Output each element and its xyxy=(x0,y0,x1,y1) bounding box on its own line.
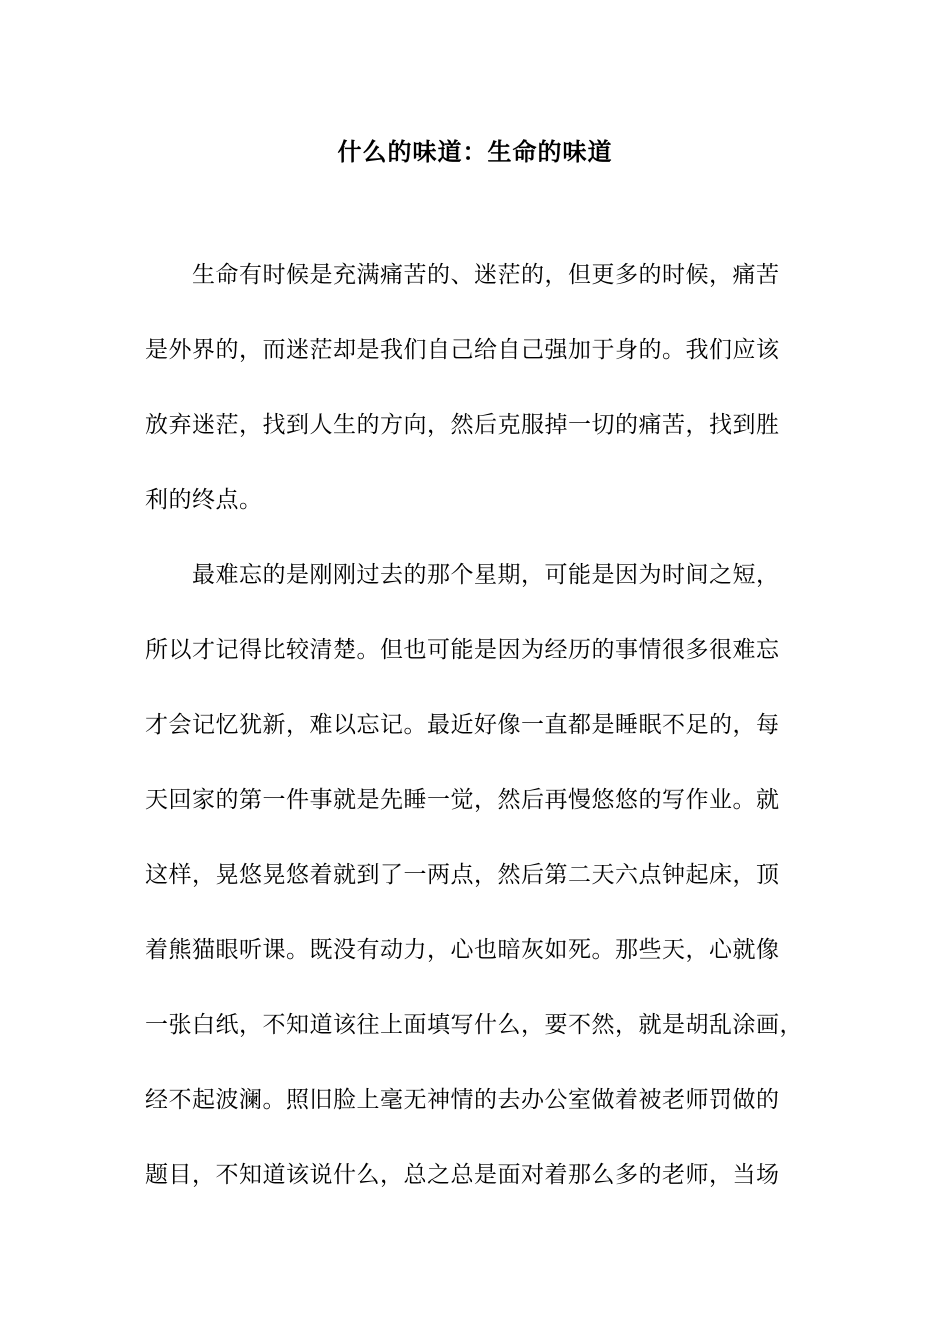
paragraph-line: 天回家的第一件事就是先睡一觉，然后再慢悠悠的写作业。就 xyxy=(145,787,780,813)
paragraph-1 xyxy=(145,255,805,555)
paragraph-line: 经不起波澜。照旧脸上毫无神情的去办公室做着被老师罚做的 xyxy=(145,1087,780,1113)
paragraph-2 xyxy=(145,555,805,1230)
document-title: 什么的味道：生命的味道 xyxy=(337,137,613,166)
paragraph-line: 最难忘的是刚刚过去的那个星期，可能是因为时间之短， xyxy=(192,562,780,588)
document-body xyxy=(145,255,805,1230)
paragraph-line: 题目，不知道该说什么，总之总是面对着那么多的老师，当场 xyxy=(145,1162,780,1188)
paragraph-line: 是外界的，而迷茫却是我们自己给自己强加于身的。我们应该 xyxy=(145,337,780,363)
paragraph-line: 利的终点。 xyxy=(145,487,263,513)
paragraph-line: 着熊猫眼听课。既没有动力，心也暗灰如死。那些天，心就像 xyxy=(145,937,780,963)
paragraph-line: 所以才记得比较清楚。但也可能是因为经历的事情很多很难忘 xyxy=(145,637,780,663)
paragraph-line: 生命有时候是充满痛苦的、迷茫的，但更多的时候，痛苦 xyxy=(192,262,780,288)
paragraph-line: 这样，晃悠晃悠着就到了一两点，然后第二天六点钟起床，顶 xyxy=(145,862,780,888)
paragraph-line: 才会记忆犹新，难以忘记。最近好像一直都是睡眠不足的，每 xyxy=(145,712,780,738)
paragraph-line: 一张白纸，不知道该往上面填写什么，要不然，就是胡乱涂画， xyxy=(145,1012,803,1038)
paragraph-line: 放弃迷茫，找到人生的方向，然后克服掉一切的痛苦，找到胜 xyxy=(145,412,780,438)
